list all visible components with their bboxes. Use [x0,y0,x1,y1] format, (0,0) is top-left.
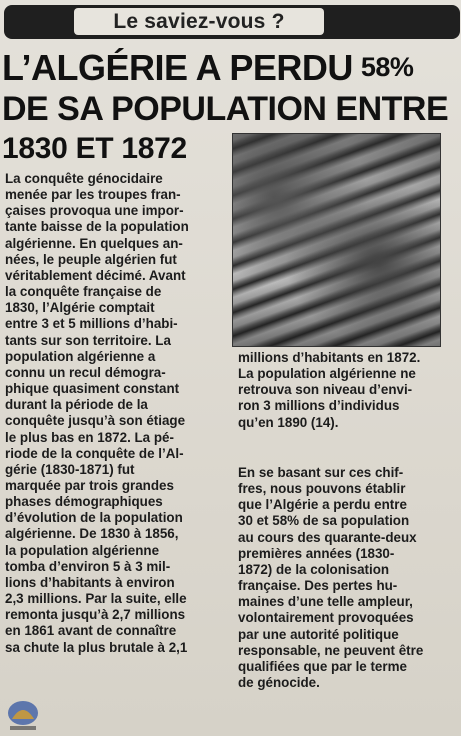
historical-photo [232,133,441,347]
headline-line-1 [2,47,414,88]
banner-label: Le saviez-vous ? [113,9,285,33]
photo-shading [233,134,440,346]
headline-text-1: L’ALGÉRIE A PERDU [2,47,353,88]
banner-label-box [74,8,324,35]
headline-line-3: 1830 ET 1872 [2,132,187,165]
watermark-logo-icon [4,697,42,733]
article-right-column-top: millions d’habitants en 1872. La population algérienne ne retrouva son niveau d’envi- ron 3 millions d’individus qu’en 1890 (14). [238,350,421,430]
section-banner [4,5,460,39]
headline-percent: 58% [360,52,414,82]
headline-line-2: DE SA POPULATION ENTRE [2,90,449,128]
article-left-column: La conquête génocidaire menée par les troupes fran- çaises provoqua une impor- tante baisse de la population algérienne. En quelques an- nées, le peuple algérien fut véritablement décimé. Avant la conquête française de 1830, l’Algérie comptait entre 3 et 5 millions d’habi- tants sur son territoire. La population algérienne a connu un recul démogra- phique quasiment constant durant la période de la conquête jusqu’à son étiage le plus bas en 1872. La pé- riode de la conquête de l’Al- gérie (1830-1871) fut marquée par trois grandes phases démographiques d’évolution de la population algérienne. De 1830 à 1856, la population algérienne tomba d’environ 5 à 3 mil- lions d’habitants à environ 2,3 millions. Par la suite, elle remonta jusqu’à 2,7 millions en 1861 avant de connaître sa chute la plus brutale à 2,1 [5,171,189,655]
article-right-column-bottom: En se basant sur ces chif- fres, nous pouvons établir que l’Algérie a perdu entre 30 et 58% de sa population au cours des quarante-deux premières années (1830- 1872) de la colonisation française. Des pertes hu- maines d’une telle ampleur, volontairement provoquées par une autorité politique responsable, ne peuvent être qualifiées que par le terme de génocide. [238,465,424,691]
